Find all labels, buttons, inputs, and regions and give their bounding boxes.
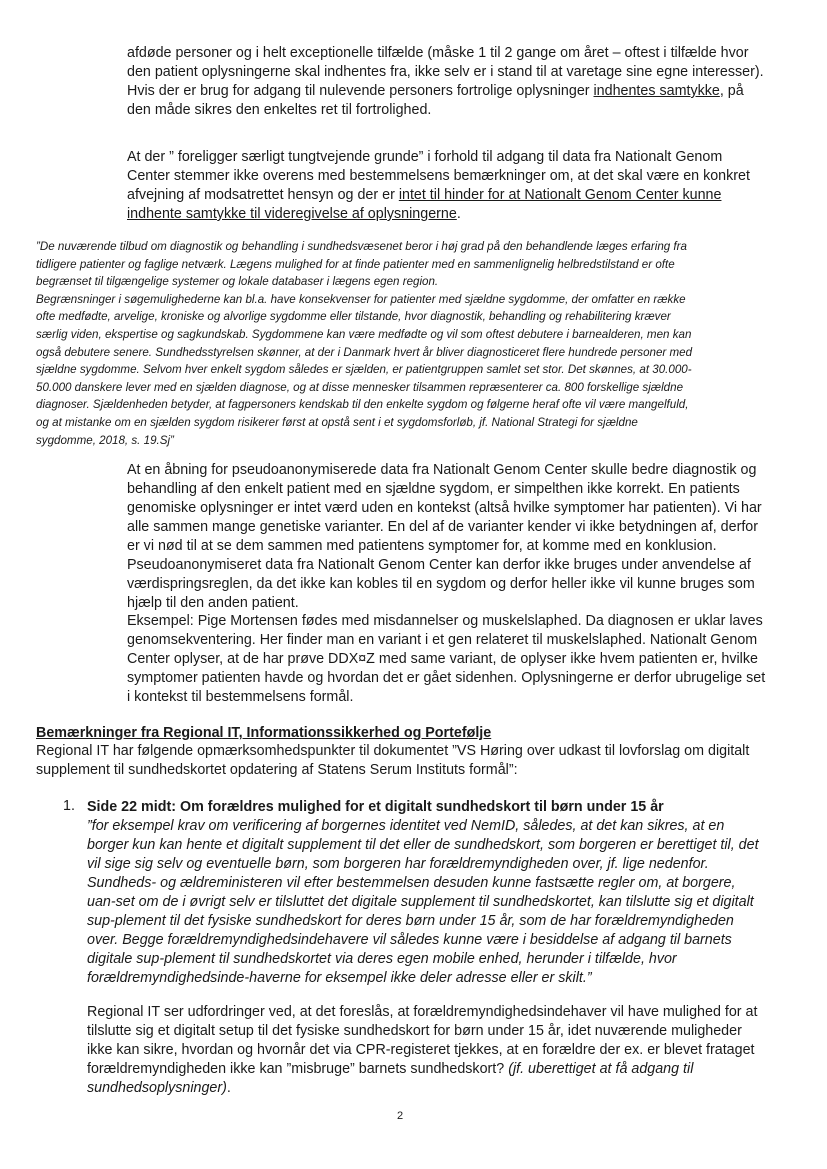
paragraph-2-text: At der ” foreligger særligt tungtvejende grunde” i forhold til adgang til data fra Nationalt Genom Center stemmer ikke overens med bestemmelsens bemærkninger om, at det skal være en konkret afvejning af modsatrettet hensyn og der er (127, 149, 750, 203)
quote-line: diagnoser. Sjældenheden betyder, at fagpersoners kendskab til den enkelte sygdom og følgerne heraf ofte vil være mangelfuld, (36, 398, 689, 412)
quote-line: 50.000 danskere lever med en sjælden diagnose, og at disse mennesker tilsammen repræsenterer ca. 800 forskellige sjældne (36, 380, 684, 394)
paragraph-3: At en åbning for pseudoanonymiserede data fra Nationalt Genom Center skulle bedre diagnostik og behandling af den enkelt patient med en sjældne sygdom, er simpelthen ikke korrekt. En patients genomiske oplysninger er intet værd uden en kontekst (altså hvilke symptomer har patienten). Vi har alle sammen mange genetiske varianter. En del af de varianter kender vi ikke betydningen af, derfor er vi nød til at se dem sammen med patientens symptomer for, at komme med en konklusion. Pseudoanonymiseret data fra Nationalt Genom Center kan derfor ikke bruges under anvendelse af værdispringsreglen, da det ikke kan kobles til en sygdom og derfor heller ikke vil kunne bruges som hjælp til den anden patient. (127, 462, 762, 611)
section-heading: Bemærkninger fra Regional IT, Informationssikkerhed og Portefølje (36, 725, 492, 741)
paragraph-2-text-end: . (456, 206, 461, 222)
list-item-body-italic: (jf. uberettiget at få adgang til sundhedsoplysninger) (87, 1061, 694, 1096)
section-intro: Regional IT har følgende opmærksomhedspunkter til dokumentet ”VS Høring over udkast til lovforslag om digitalt supplement til sundhedskortet opdatering af Statens Serum Instituts formål”: (36, 743, 750, 778)
quote-line: ofte medfødte, arvelige, kroniske og alvorlige sygdomme eller tilstande, hvor diagnostik, behandling og rehabilitering kræver (36, 310, 671, 324)
paragraph-2 (127, 148, 767, 224)
quote-line: ”De nuværende tilbud om diagnostik og behandling i sundhedsvæsenet beror i høj grad på den behandlende læges erfaring fra (36, 240, 687, 253)
list-item-title: Side 22 midt: Om forældres mulighed for et digitalt sundhedskort til børn under 15 år (87, 799, 664, 815)
paragraph-1-text: afdøde personer og i helt exceptionelle tilfælde (måske 1 til 2 gange om året – oftest i tilfælde hvor den patient oplysningerne skal indhentes fra, ikke selv er i stand til at varetage sine egne interesser). Hvis der er brug for adgang til nulevende personers fortrolige oplysninger (127, 45, 764, 99)
quote-line: Begrænsninger i søgemulighederne kan bl.a. have konsekvenser for patienter med sjældne sygdomme, der omfatter en række (36, 292, 686, 306)
list-item-body-text: Regional IT ser udfordringer ved, at det foreslås, at forældremyndighedsindehaver vil have mulighed for at tilslutte sig et digitalt setup til det fysiske sundhedskort for børn under 15 år, idet nuværende muligheder ikke kan sikre, hvordan og hvornår det via CPR-registeret tjekkes, at en forældre der ex. er blevet frataget forældremyndigheden ikke kan ”misbruge” barnets sundhedskort? (87, 1004, 758, 1077)
quote-line: begrænset til tilgængelige systemer og lokale databaser i lægens egen region. (36, 275, 439, 289)
quote-line: og at mistanke om en sjælden sygdom risikerer først at opstå sent i et sygdomsforløb, jf. National Strategi for sjældne (36, 415, 638, 429)
paragraph-2-underlined: intet til hinder for at Nationalt Genom Center kunne indhente samtykke til videregivelse af oplysningerne (127, 187, 722, 222)
list-item-number: 1. (63, 798, 75, 814)
paragraph-1-text-end: , på den måde sikres den enkeltes ret til fortrolighed. (127, 83, 744, 118)
page-number: 2 (396, 1110, 404, 1122)
quote-line: særlig viden, ekspertise og sagkundskab. Sygdommene kan være medfødte og vil som oftest debutere i barnealderen, men kan (36, 327, 692, 341)
quote-line: tidligere patienter og faglige netværk. Lægens mulighed for at finde patienter med en sammenlignelig helbredstilstand er ofte (36, 257, 675, 271)
list-item-quote: ”for eksempel krav om verificering af borgernes identitet ved NemID, således, at det kan sikres, at en borger kun kan hente et digitalt supplement til det eller de sundhedskort, som borgeren er berettiget til, det vil sige sig selv og eventuelle børn, som borgeren har forældremyndigheden over, jf. lige nedenfor. Sundheds- og ældreministeren vil efter bestemmelsen desuden kunne fastsætte regler om, at borgere, uan-set om de i øvrigt selv er tilsluttet det digitale supplement til sundhedskortet, kan tilslutte sig et digitalt sup-plement til det fysiske sundhedskort for deres børn under 15 år, som de har forældremyndigheden over. Begge forældremyndighedsindehavere vil således kunne være i besiddelse af adgang til barnets digitale sup-plement til sundhedskortet via deres egen mobile enhed, herunder i tilfælde, hvor forældremyndighedsinde-haverne for eksempel ikke deler adresse eller er skilt.” (87, 818, 759, 986)
list-item-body (87, 1003, 767, 1098)
quote-line: også debutere senere. Sundhedsstyrelsen skønner, at der i Danmark hvert år bliver diagnosticeret flere hundrede personer med (36, 345, 693, 359)
quote-block (36, 238, 806, 449)
quote-line: sjældne sygdomme. Selvom hver enkelt sygdom således er sjælden, er patientgruppen samlet set stor. Det skønnes, at 30.000- (36, 363, 692, 377)
paragraph-1 (127, 44, 767, 120)
quote-line: sygdomme, 2018, s. 19.Sj” (36, 433, 174, 447)
paragraph-4-example: Eksempel: Pige Mortensen fødes med misdannelser og muskelslaphed. Da diagnosen er uklar laves genomsekventering. Her finder man en variant i et gen relateret til muskelslaphed. Nationalt Genom Center oplyser, at de har prøve DDX¤Z med same variant, de oplyser ikke hvem patienten er, hvilke symptomer patienten havde og hvordan det er gået sidenhen. Oplysningerne er derfor ubrugelige set i kontekst til bestemmelsens formål. (127, 613, 766, 705)
list-item-body-end: . (226, 1080, 231, 1096)
paragraph-1-underlined: indhentes samtykke (593, 83, 720, 99)
